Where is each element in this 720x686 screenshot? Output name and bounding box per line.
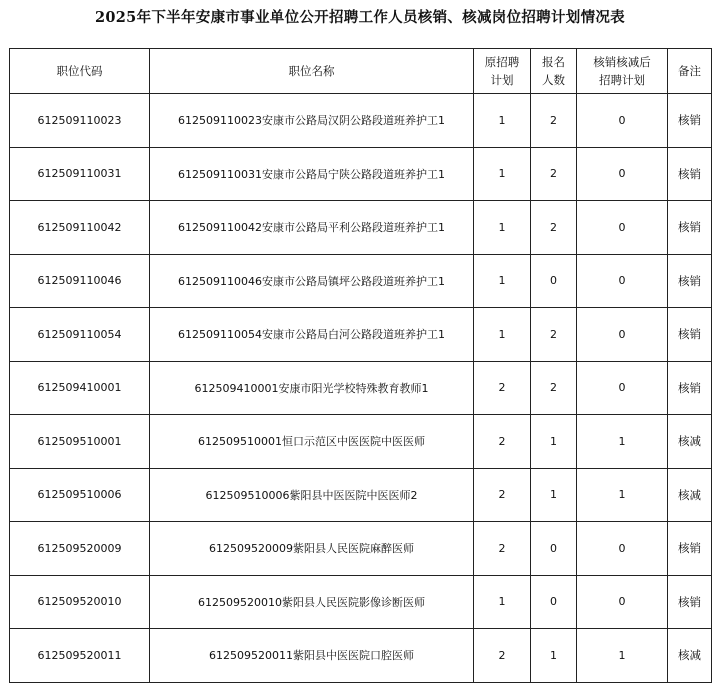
table-row (10, 522, 712, 576)
cell-plan: 1 (474, 147, 531, 201)
cell-plan: 2 (474, 629, 531, 683)
cell-note: 核销 (668, 94, 712, 148)
cell-applicants: 0 (531, 254, 577, 308)
cell-note: 核减 (668, 629, 712, 683)
cell-plan: 2 (474, 522, 531, 576)
cell-applicants: 1 (531, 468, 577, 522)
cell-plan: 2 (474, 468, 531, 522)
cell-applicants: 2 (531, 308, 577, 362)
table-row (10, 629, 712, 683)
cell-note: 核销 (668, 201, 712, 255)
cell-note: 核减 (668, 468, 712, 522)
cell-after: 0 (577, 308, 668, 362)
cell-applicants: 2 (531, 94, 577, 148)
table-row (10, 94, 712, 148)
table-row (10, 468, 712, 522)
cell-plan: 1 (474, 308, 531, 362)
header-code: 职位代码 (10, 49, 150, 94)
cell-name: 612509110023安康市公路局汉阴公路段道班养护工1 (150, 94, 474, 148)
cell-after: 0 (577, 94, 668, 148)
cell-note: 核销 (668, 575, 712, 629)
cell-plan: 1 (474, 94, 531, 148)
cell-name: 612509520009紫阳县人民医院麻醉医师 (150, 522, 474, 576)
table-row (10, 201, 712, 255)
cell-note: 核销 (668, 361, 712, 415)
table-row (10, 308, 712, 362)
cell-after: 0 (577, 575, 668, 629)
header-note: 备注 (668, 49, 712, 94)
header-applicants-line1: 报名 (542, 55, 565, 69)
header-plan-line1: 原招聘 (484, 55, 520, 69)
page-title: 2025年下半年安康市事业单位公开招聘工作人员核销、核减岗位招聘计划情况表 (95, 9, 625, 26)
header-after-line2: 招聘计划 (599, 73, 645, 87)
cell-plan: 2 (474, 361, 531, 415)
cell-applicants: 2 (531, 361, 577, 415)
cell-code: 612509110023 (10, 94, 150, 148)
cell-after: 0 (577, 254, 668, 308)
cell-plan: 1 (474, 201, 531, 255)
cell-plan: 1 (474, 575, 531, 629)
cell-name: 612509520010紫阳县人民医院影像诊断医师 (150, 575, 474, 629)
cell-code: 612509110046 (10, 254, 150, 308)
cell-name: 612509520011紫阳县中医医院口腔医师 (150, 629, 474, 683)
table-row (10, 147, 712, 201)
table-row (10, 361, 712, 415)
cell-after: 1 (577, 468, 668, 522)
cell-name: 612509110042安康市公路局平利公路段道班养护工1 (150, 201, 474, 255)
header-plan-line2: 计划 (490, 73, 514, 87)
cell-name: 612509110031安康市公路局宁陕公路段道班养护工1 (150, 147, 474, 201)
cell-code: 612509510001 (10, 415, 150, 469)
cell-applicants: 1 (531, 415, 577, 469)
cell-name: 612509410001安康市阳光学校特殊教育教师1 (150, 361, 474, 415)
cell-after: 0 (577, 147, 668, 201)
cell-after: 0 (577, 361, 668, 415)
cell-code: 612509520011 (10, 629, 150, 683)
cell-after: 0 (577, 201, 668, 255)
header-after (577, 49, 668, 94)
cell-name: 612509110054安康市公路局白河公路段道班养护工1 (150, 308, 474, 362)
table-header-row (10, 49, 712, 94)
cell-note: 核销 (668, 254, 712, 308)
header-applicants (531, 49, 577, 94)
cell-code: 612509510006 (10, 468, 150, 522)
cell-code: 612509410001 (10, 361, 150, 415)
table-row (10, 415, 712, 469)
positions-table (9, 48, 712, 683)
cell-note: 核减 (668, 415, 712, 469)
header-plan (474, 49, 531, 94)
cell-name: 612509510006紫阳县中医医院中医医师2 (150, 468, 474, 522)
cell-after: 1 (577, 629, 668, 683)
cell-note: 核销 (668, 522, 712, 576)
table-row (10, 254, 712, 308)
cell-applicants: 2 (531, 147, 577, 201)
cell-plan: 1 (474, 254, 531, 308)
cell-applicants: 1 (531, 629, 577, 683)
cell-applicants: 0 (531, 575, 577, 629)
cell-code: 612509110031 (10, 147, 150, 201)
cell-name: 612509110046安康市公路局镇坪公路段道班养护工1 (150, 254, 474, 308)
cell-note: 核销 (668, 308, 712, 362)
cell-after: 0 (577, 522, 668, 576)
header-applicants-line2: 人数 (542, 73, 565, 87)
cell-note: 核销 (668, 147, 712, 201)
cell-code: 612509520009 (10, 522, 150, 576)
cell-after: 1 (577, 415, 668, 469)
cell-plan: 2 (474, 415, 531, 469)
header-name: 职位名称 (150, 49, 474, 94)
cell-code: 612509110042 (10, 201, 150, 255)
cell-code: 612509520010 (10, 575, 150, 629)
cell-code: 612509110054 (10, 308, 150, 362)
cell-applicants: 2 (531, 201, 577, 255)
cell-applicants: 0 (531, 522, 577, 576)
cell-name: 612509510001恒口示范区中医医院中医医师 (150, 415, 474, 469)
table-row (10, 575, 712, 629)
header-after-line1: 核销核减后 (593, 55, 651, 69)
